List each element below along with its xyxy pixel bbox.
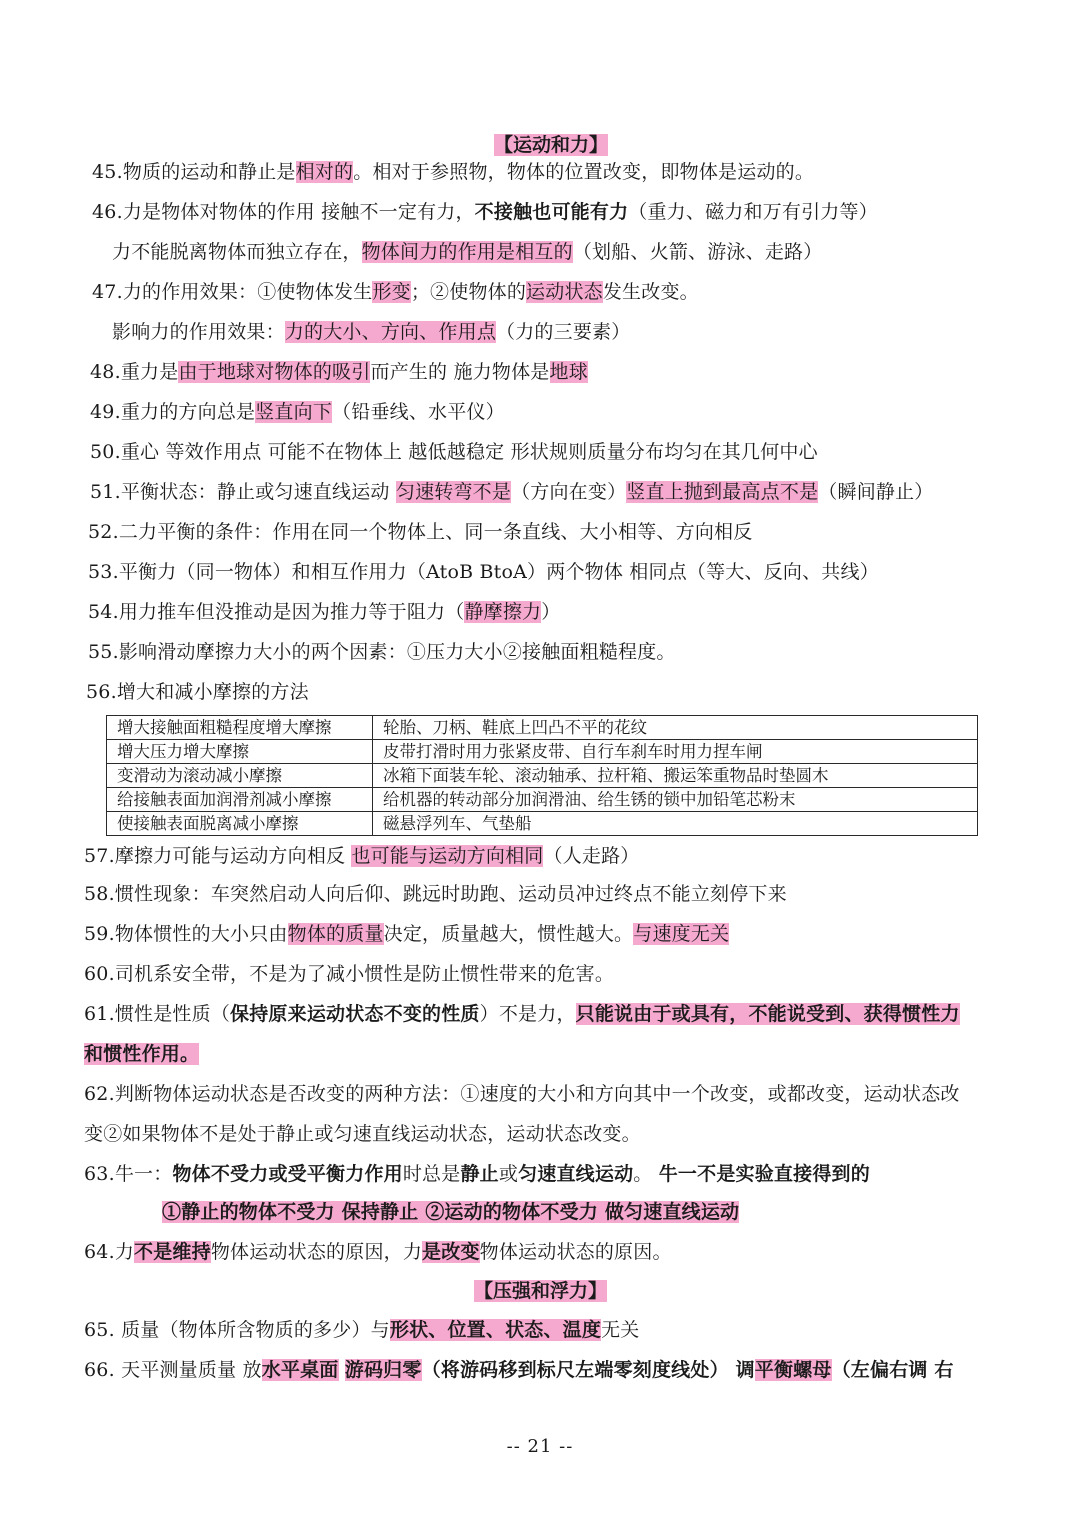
text: 牛一： — [114, 1163, 173, 1185]
item-52 — [88, 518, 1060, 546]
item-number: 45. — [92, 161, 123, 183]
text: 而产生的 施力物体是 — [370, 361, 550, 383]
highlight: 运动状态 — [526, 281, 603, 303]
item-58 — [84, 880, 1060, 908]
item-51 — [90, 478, 1060, 506]
item-59 — [84, 920, 1060, 948]
text: 重心 等效作用点 可能不在物体上 越低越稳定 形状规则质量分布均匀在其几何中心 — [120, 441, 818, 463]
text: （重力、磁力和万有引力等） — [628, 201, 878, 223]
text: 司机系安全带，不是为了减小惯性是防止惯性带来的危害。 — [114, 963, 615, 985]
item-number: 46. — [92, 201, 123, 223]
highlight: 不是维持 — [134, 1241, 211, 1263]
item-number: 50. — [90, 441, 121, 463]
text: （划船、火箭、游泳、走路） — [572, 241, 823, 263]
highlight: ①静止的物体不受力 保持静止 ②运动的物体不受力 做匀速直线运动 — [162, 1201, 740, 1223]
text: 增大和减小摩擦的方法 — [116, 681, 309, 703]
highlight: 也可能与运动方向相同 — [351, 845, 544, 867]
item-number: 63. — [84, 1163, 115, 1185]
text: ）不是力， — [479, 1003, 576, 1025]
text: 重力是 — [120, 361, 179, 383]
text: 力是物体对物体的作用 接触不一定有力， — [122, 201, 475, 223]
item-number: 56. — [86, 681, 117, 703]
item-number: 60. — [84, 963, 115, 985]
item-number: 51. — [90, 481, 121, 503]
text: 无关 — [601, 1319, 640, 1341]
text: （铅垂线、水平仪） — [332, 401, 505, 423]
highlight: 游码归零 — [344, 1359, 422, 1381]
highlight: 相对的 — [295, 161, 354, 183]
item-55 — [88, 638, 1060, 666]
bold-text: 物体不受力或受平衡力作用 — [172, 1163, 403, 1185]
text: （力的三要素） — [496, 321, 631, 343]
table-row — [107, 716, 978, 740]
item-number: 66. — [84, 1359, 122, 1381]
highlight: 地球 — [549, 361, 588, 383]
section-heading-pressure-buoyancy — [474, 1278, 607, 1304]
text: 惯性是性质（ — [114, 1003, 231, 1025]
text: 惯性现象：车突然启动人向后仰、跳远时助跑、运动员冲过终点不能立刻停下来 — [114, 883, 787, 905]
example-cell: 轮胎、刀柄、鞋底上凹凸不平的花纹 — [373, 716, 978, 740]
highlight: 物体间力的作用是相互的 — [361, 241, 573, 263]
item-47 — [92, 278, 1060, 306]
text: 物体运动状态的原因，力 — [210, 1241, 423, 1263]
text: ） — [541, 601, 561, 623]
text: 天平测量质量 放 — [121, 1359, 262, 1381]
item-47-cont — [112, 318, 1060, 346]
highlight: 与速度无关 — [633, 923, 730, 945]
table-row — [107, 764, 978, 788]
section-heading-motion-force — [494, 132, 608, 158]
bold-text: 保持原来运动状态不变的性质 — [230, 1003, 480, 1025]
bold-text: 牛一不是实验直接得到的 — [658, 1163, 870, 1185]
item-number: 62. — [84, 1083, 115, 1105]
text: 决定，质量越大，惯性越大。 — [383, 923, 634, 945]
item-62 — [84, 1080, 1060, 1108]
item-46-cont — [112, 238, 1060, 266]
item-62-cont — [84, 1120, 1060, 1148]
item-60 — [84, 960, 1060, 988]
example-cell: 给机器的转动部分加润滑油、给生锈的锁中加铅笔芯粉末 — [373, 788, 978, 812]
bold-text: 匀速直线运动 — [518, 1163, 634, 1185]
text: 或 — [498, 1163, 519, 1185]
text: （方向在变） — [511, 481, 627, 503]
item-number: 54. — [88, 601, 119, 623]
method-cell: 增大压力增大摩擦 — [107, 740, 373, 764]
item-number: 65. — [84, 1319, 122, 1341]
item-45 — [92, 158, 1060, 186]
example-cell: 磁悬浮列车、气垫船 — [373, 812, 978, 836]
method-cell: 变滑动为滚动减小摩擦 — [107, 764, 373, 788]
highlight: 竖直上抛到最高点不是 — [626, 481, 819, 503]
page-number: -- 21 -- — [506, 1436, 574, 1457]
item-number: 48. — [90, 361, 121, 383]
text: （瞬间静止） — [818, 481, 934, 503]
text: 发生改变。 — [602, 281, 699, 303]
item-number: 58. — [84, 883, 115, 905]
friction-methods-table — [106, 715, 978, 836]
method-cell: 增大接触面粗糙程度增大摩擦 — [107, 716, 373, 740]
text: ；②使物体的 — [410, 281, 527, 303]
text: 变②如果物体不是处于静止或匀速直线运动状态，运动状态改变。 — [84, 1123, 641, 1145]
highlight: 力的大小、方向、作用点 — [284, 321, 497, 343]
item-53 — [88, 558, 1060, 586]
bold-text: （将游码移到标尺左端零刻度线处） 调 — [421, 1359, 755, 1381]
text: 质量（物体所含物质的多少）与 — [121, 1319, 390, 1341]
highlight: 静摩擦力 — [464, 601, 542, 623]
text: 平衡力（同一物体）和相互作用力（AtoB BtoA）两个物体 相同点（等大、反向、共线） — [118, 561, 879, 583]
text: 用力推车但没推动是因为推力等于阻力（ — [118, 601, 465, 623]
section-title: 【压强和浮力】 — [474, 1280, 608, 1302]
text: 影响力的作用效果： — [112, 321, 285, 343]
text: 力不能脱离物体而独立存在， — [112, 241, 362, 263]
section-title: 【运动和力】 — [494, 134, 609, 156]
text: 力的作用效果：①使物体发生 — [122, 281, 373, 303]
highlight: 形状、位置、状态、温度 — [389, 1319, 602, 1341]
item-number: 59. — [84, 923, 115, 945]
item-number: 53. — [88, 561, 119, 583]
item-65 — [84, 1316, 1060, 1344]
item-56 — [86, 678, 1060, 706]
item-number: 55. — [88, 641, 119, 663]
highlight: 竖直向下 — [255, 401, 333, 423]
text: 物体惯性的大小只由 — [114, 923, 288, 945]
item-50 — [90, 438, 1060, 466]
item-61-cont — [84, 1040, 1060, 1068]
text: 物质的运动和静止是 — [122, 161, 296, 183]
text: 摩擦力可能与运动方向相反 — [114, 845, 352, 867]
item-63 — [84, 1160, 1060, 1188]
item-number: 61. — [84, 1003, 115, 1025]
highlight: 平衡螺母 — [754, 1359, 832, 1381]
item-49 — [90, 398, 1060, 426]
item-57 — [84, 842, 1060, 870]
text: 物体运动状态的原因。 — [479, 1241, 672, 1263]
item-64 — [84, 1238, 1060, 1266]
highlight: 只能说由于或具有，不能说受到、获得惯性力 — [575, 1003, 960, 1025]
item-number: 49. — [90, 401, 121, 423]
text: 重力的方向总是 — [120, 401, 256, 423]
bold-text: 静止 — [460, 1163, 499, 1185]
highlight: 水平桌面 — [261, 1359, 339, 1381]
text: 。 — [633, 1163, 659, 1185]
text: 。相对于参照物，物体的位置改变，即物体是运动的。 — [353, 161, 815, 183]
text: 判断物体运动状态是否改变的两种方法：①速度的大小和方向其中一个改变，或都改变，运动状态改 — [114, 1083, 960, 1105]
bold-text: 不接触也可能有力 — [474, 201, 629, 223]
item-63-cont — [162, 1198, 1060, 1226]
highlight: 形变 — [372, 281, 411, 303]
item-61 — [84, 1000, 1060, 1028]
text: 二力平衡的条件：作用在同一个物体上、同一条直线、大小相等、方向相反 — [118, 521, 753, 543]
table-row — [107, 740, 978, 764]
highlight: 匀速转弯不是 — [395, 481, 512, 503]
item-48 — [90, 358, 1060, 386]
highlight: 由于地球对物体的吸引 — [178, 361, 371, 383]
text: 平衡状态：静止或匀速直线运动 — [120, 481, 396, 503]
text: 时总是 — [402, 1163, 461, 1185]
text: 影响滑动摩擦力大小的两个因素：①压力大小②接触面粗糙程度。 — [118, 641, 676, 663]
highlight: 是改变 — [422, 1241, 480, 1263]
item-number: 47. — [92, 281, 123, 303]
highlight: 和惯性作用。 — [84, 1043, 200, 1065]
text: 力 — [114, 1241, 135, 1263]
item-66 — [84, 1356, 1060, 1384]
method-cell: 使接触表面脱离减小摩擦 — [107, 812, 373, 836]
example-cell: 皮带打滑时用力张紧皮带、自行车刹车时用力捏车闸 — [373, 740, 978, 764]
bold-text: （左偏右调 右 — [831, 1359, 954, 1381]
text: （人走路） — [543, 845, 640, 867]
item-number: 64. — [84, 1241, 115, 1263]
table-row — [107, 788, 978, 812]
example-cell: 冰箱下面装车轮、滚动轴承、拉杆箱、搬运笨重物品时垫圆木 — [373, 764, 978, 788]
table-row — [107, 812, 978, 836]
method-cell: 给接触表面加润滑剂减小摩擦 — [107, 788, 373, 812]
item-number: 57. — [84, 845, 115, 867]
item-54 — [88, 598, 1060, 626]
highlight: 物体的质量 — [287, 923, 384, 945]
item-number: 52. — [88, 521, 119, 543]
text — [339, 1359, 345, 1381]
item-46 — [92, 198, 1060, 226]
